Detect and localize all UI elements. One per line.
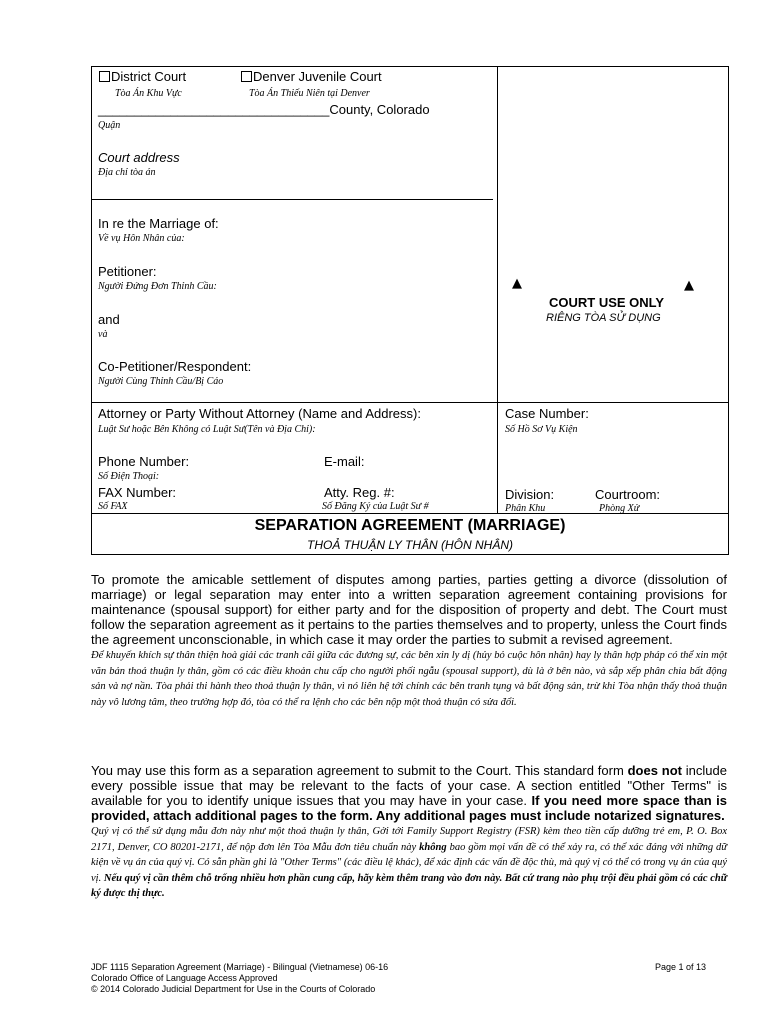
county-line[interactable]: ________________________________County, Colorado <box>98 102 430 117</box>
in-re-vi: Về vụ Hôn Nhân của: <box>98 233 185 244</box>
court-address-vi: Địa chỉ tòa án <box>98 167 156 178</box>
and-vi: và <box>98 329 108 340</box>
caption-box <box>91 66 729 555</box>
email-label: E-mail: <box>324 454 365 469</box>
petitioner-label: Petitioner: <box>98 264 157 279</box>
denver-juvenile-court-vi: Tòa Án Thiếu Niên tại Denver <box>249 88 370 99</box>
intro-paragraph <box>91 572 727 710</box>
copetitioner-vi: Người Cùng Thỉnh Cầu/Bị Cáo <box>98 376 224 387</box>
county-vi: Quận <box>98 120 121 131</box>
and-label: and <box>98 312 120 327</box>
atty-reg-label: Atty. Reg. #: <box>324 485 395 500</box>
document-title-vi: THOẢ THUẬN LY THÂN (HÔN NHÂN) <box>306 538 514 552</box>
checkbox-icon[interactable] <box>241 71 252 82</box>
usage-paragraph <box>91 763 727 902</box>
fax-label: FAX Number: <box>98 485 177 500</box>
division-label: Division: <box>505 487 555 502</box>
attorney-vi: Luật Sư hoặc Bên Không có Luật Sư(Tên và Địa Chỉ): <box>98 424 316 435</box>
court-block-divider <box>91 199 493 200</box>
triangle-right-icon: ▲ <box>684 278 694 293</box>
document-title: SEPARATION AGREEMENT (MARRIAGE) <box>254 517 566 534</box>
courtroom-label: Courtroom: <box>595 487 661 502</box>
petitioner-vi: Người Đứng Đơn Thỉnh Cầu: <box>98 281 217 292</box>
copetitioner-label: Co-Petitioner/Respondent: <box>98 359 252 374</box>
checkbox-icon[interactable] <box>99 71 110 82</box>
courtroom-vi: Phòng Xử <box>599 503 640 514</box>
intro-paragraph-vi: Để khuyến khích sự thân thiện hoà giải các tranh cãi giữa các đương sự, các bên xin ly dị (hủy bỏ cuộc hôn nhân) hay ly thân hợp pháp có thể xin một văn bản thoả thuận ly thân, gồm có các điều khoản chu cấp cho người phối ngẫu (spousal support), dù là ở bên nào, và sắp xếp phân chia bất động sản và nợ nần. Tòa phải thi hành theo thoả thuận ly thân, vì nó liên hệ tới chính các bên tranh tụng và bất động sản, trừ khi Tòa nhận thấy thoả thuận này vô lương tâm, theo trường hợp đó, tòa có thể ra lệnh cho các bên nộp một thoả thuận có sửa đổi. <box>91 650 727 708</box>
page-number: Page 1 of 13 <box>655 962 707 972</box>
intro-paragraph-en: To promote the amicable settlement of disputes among parties, parties getting a divorce (dissolution of marriage) or legal separation may enter into a written separation agreement containing provisions for maintenance (spousal support) for either party and for the disposition of property and debt. The Court must follow the separation agreement as it pertains to the parties themselves and to property, unless the Court finds the agreement unconscionable, in which case it may order the parties to submit a revised agreement. <box>91 572 727 647</box>
attorney-label: Attorney or Party Without Attorney (Name and Address): <box>98 406 421 421</box>
usage-paragraph-en: You may use this form as a separation agreement to submit to the Court. This standard form does not include every possible issue that may be relevant to the facts of your case. A section entitled "Other Terms" is available for you to identify unique issues that you may have in your case. If you need more space than is provided, attach additional pages to the form. Any additional pages must include notarized signatures. <box>91 763 728 823</box>
court-address-label: Court address <box>98 150 180 165</box>
footer-approval: Colorado Office of Language Access Approved <box>91 973 278 983</box>
footer-copyright: © 2014 Colorado Judicial Department for Use in the Courts of Colorado <box>91 984 376 994</box>
fax-vi: Số FAX <box>98 501 128 512</box>
district-court-checkbox[interactable]: District Court <box>99 69 186 84</box>
atty-reg-vi: Số Đăng Ký của Luật Sư # <box>322 501 429 512</box>
in-re-label: In re the Marriage of: <box>98 216 219 231</box>
court-use-only: COURT USE ONLY <box>549 295 665 310</box>
footer <box>91 962 388 995</box>
phone-label: Phone Number: <box>98 454 190 469</box>
case-number-vi: Số Hồ Sơ Vụ Kiện <box>505 424 578 435</box>
court-use-only-vi: RIÊNG TÒA SỬ DỤNG <box>546 312 661 324</box>
attorney-divider <box>91 402 729 403</box>
triangle-left-icon: ▲ <box>512 276 522 291</box>
division-vi: Phân Khu <box>505 503 546 514</box>
denver-juvenile-court-checkbox[interactable]: Denver Juvenile Court <box>241 69 382 84</box>
phone-vi: Số Điện Thoại: <box>98 471 160 482</box>
district-court-vi: Tòa Án Khu Vực <box>115 88 182 99</box>
case-number-label: Case Number: <box>505 406 589 421</box>
usage-paragraph-vi: Quý vị có thể sử dụng mẫu đơn này như một thoả thuận ly thân, Gởi tới Family Support Registry (FSR) kèm theo tiền cấp dưỡng trẻ em, P. O. Box 2171, Denver, CO 80201-2171, để nộp đơn lên Tòa Mẫu đơn tiêu chuẩn này không bao gồm mọi vấn đề có thể xảy ra, có thể xác đáng với những dữ kiện về vụ án của quý vị. Có sẵn phần ghi là "Other Terms" (các điều lệ khác), để xác định các vấn đề độc thù, mà quý vị có thể có trong vụ án của quý vị. Nếu quý vị cần thêm chỗ trống nhiều hơn phần cung cấp, hãy kèm thêm trang vào đơn này. Bất cứ trang nào phụ trội đều phải gồm có các chữ ký được thị thực. <box>91 826 728 899</box>
caption-divider-vertical <box>497 66 498 513</box>
footer-form-id: JDF 1115 Separation Agreement (Marriage) - Bilingual (Vietnamese) 06-16 <box>91 962 389 972</box>
